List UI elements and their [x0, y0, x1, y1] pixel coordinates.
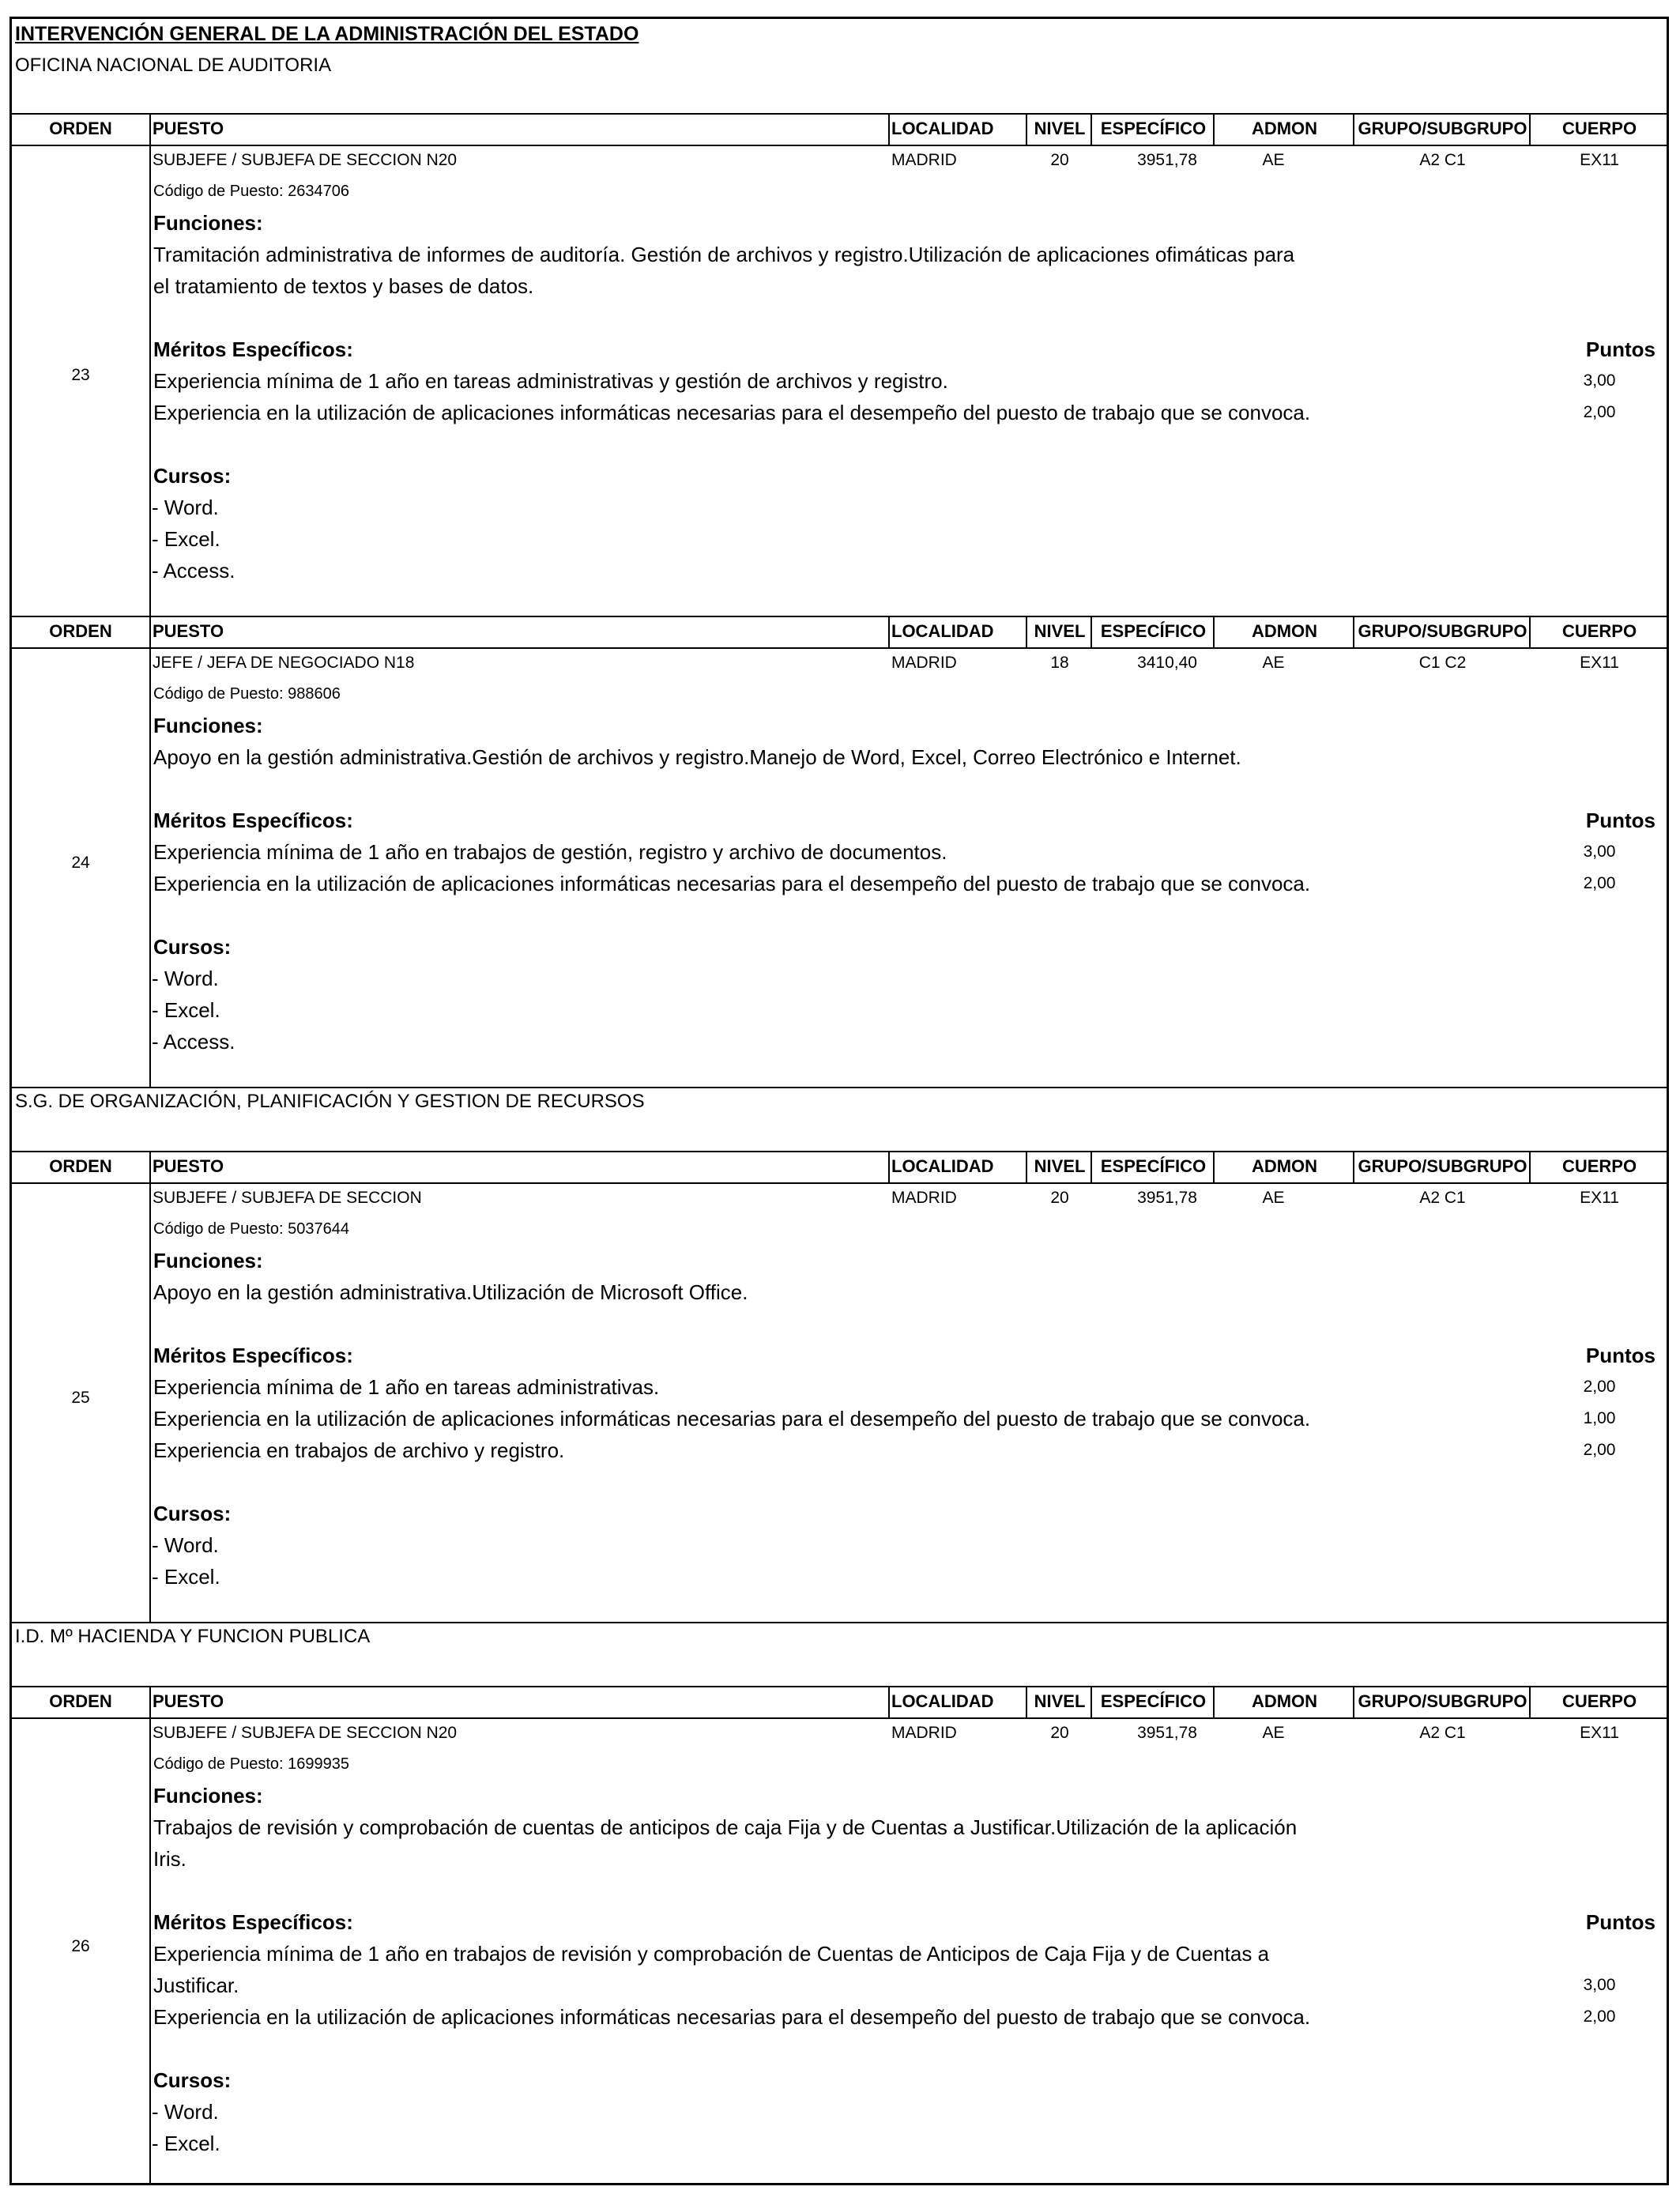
- column-header-especifico: ESPECÍFICO: [1100, 1156, 1207, 1176]
- divider: [1026, 113, 1027, 145]
- merito-puntos: 1,00: [1583, 1409, 1616, 1427]
- divider: [149, 616, 151, 1088]
- divider: [12, 1151, 1667, 1152]
- divider: [888, 1686, 890, 1717]
- column-header-orden: ORDEN: [49, 1691, 112, 1711]
- column-header-admon: ADMON: [1251, 1156, 1318, 1176]
- divider: [1529, 1686, 1531, 1717]
- position-block: [12, 616, 1667, 1088]
- cell-nivel: 18: [1050, 654, 1069, 672]
- cursos-label: Cursos:: [153, 935, 232, 959]
- cell-grupo: C1 C2: [1418, 654, 1467, 672]
- curso-item: - Word.: [152, 1533, 219, 1557]
- cell-especifico: 3951,78: [1137, 151, 1197, 169]
- department-title: INTERVENCIÓN GENERAL DE LA ADMINISTRACIÓN DEL ESTADO: [15, 23, 639, 45]
- curso-item: - Excel.: [152, 1565, 220, 1589]
- cell-grupo: A2 C1: [1419, 1189, 1466, 1207]
- funciones-text: Trabajos de revisión y comprobación de cuentas de anticipos de caja Fija y de Cuentas a Justificar.Utilización de la aplicación: [153, 1815, 1298, 1839]
- funciones-text: el tratamiento de textos y bases de datos.: [153, 274, 534, 298]
- column-header-puesto: PUESTO: [153, 1691, 224, 1711]
- orden-number: 25: [71, 1389, 90, 1407]
- curso-item: - Access.: [152, 559, 235, 582]
- merito-puntos: 2,00: [1583, 1378, 1616, 1396]
- cell-puesto: SUBJEFE / SUBJEFA DE SECCION N20: [153, 1724, 458, 1742]
- divider: [1529, 616, 1531, 647]
- divider: [1213, 1686, 1215, 1717]
- merito-text: Experiencia en la utilización de aplicaciones informáticas necesarias para el desempeño del puesto de trabajo que se convoca.: [153, 401, 1311, 424]
- column-header-puesto: PUESTO: [153, 1156, 224, 1176]
- section-title: S.G. DE ORGANIZACIÓN, PLANIFICACIÓN Y GESTION DE RECURSOS: [15, 1091, 645, 1112]
- cursos-label: Cursos:: [153, 1502, 232, 1525]
- divider: [12, 113, 1667, 115]
- column-header-nivel: NIVEL: [1034, 1691, 1086, 1711]
- divider: [1090, 1686, 1092, 1717]
- cell-puesto: SUBJEFE / SUBJEFA DE SECCION: [153, 1189, 422, 1207]
- column-header-puesto: PUESTO: [153, 621, 224, 641]
- column-header-localidad: LOCALIDAD: [891, 119, 994, 138]
- orden-number: 24: [71, 854, 90, 872]
- position-block: [12, 1151, 1667, 1623]
- meritos-label: Méritos Específicos:: [153, 809, 353, 832]
- funciones-text: Iris.: [153, 1847, 186, 1871]
- cell-especifico: 3951,78: [1137, 1189, 1197, 1207]
- cell-localidad: MADRID: [891, 654, 957, 672]
- merito-puntos: 3,00: [1583, 1976, 1616, 1994]
- cell-localidad: MADRID: [891, 1724, 957, 1742]
- cell-admon: AE: [1262, 1189, 1285, 1207]
- section-title: OFICINA NACIONAL DE AUDITORIA: [15, 55, 332, 76]
- merito-text: Experiencia mínima de 1 año en trabajos de revisión y comprobación de Cuentas de Anticipos de Caja Fija y de Cuentas a: [153, 1942, 1270, 1966]
- puntos-label: Puntos: [1585, 809, 1656, 832]
- cell-cuerpo: EX11: [1580, 151, 1619, 169]
- divider: [12, 647, 1667, 649]
- orden-number: 26: [71, 1937, 90, 1955]
- divider: [12, 1717, 1667, 1719]
- puntos-label: Puntos: [1585, 1344, 1656, 1367]
- divider: [149, 1151, 151, 1623]
- cell-admon: AE: [1262, 1724, 1285, 1742]
- divider: [12, 145, 1667, 146]
- orden-number: 23: [71, 366, 90, 384]
- divider: [1529, 1151, 1531, 1182]
- column-header-grupo: GRUPO/SUBGRUPO: [1358, 1156, 1527, 1176]
- divider: [1529, 113, 1531, 145]
- divider: [12, 1686, 1667, 1687]
- cell-localidad: MADRID: [891, 151, 957, 169]
- column-header-especifico: ESPECÍFICO: [1100, 1691, 1207, 1711]
- funciones-text: Apoyo en la gestión administrativa.Utilización de Microsoft Office.: [153, 1280, 748, 1304]
- column-header-admon: ADMON: [1251, 1691, 1318, 1711]
- position-code: Código de Puesto: 1699935: [153, 1755, 349, 1773]
- merito-puntos: 2,00: [1583, 1441, 1616, 1459]
- meritos-label: Méritos Específicos:: [153, 337, 353, 361]
- cursos-label: Cursos:: [153, 2068, 232, 2092]
- merito-text: Experiencia mínima de 1 año en tareas administrativas y gestión de archivos y registro.: [153, 369, 948, 393]
- merito-text: Justificar.: [153, 1973, 239, 1997]
- column-header-nivel: NIVEL: [1034, 119, 1086, 138]
- column-header-especifico: ESPECÍFICO: [1100, 119, 1207, 138]
- column-header-admon: ADMON: [1251, 119, 1318, 138]
- column-header-cuerpo: CUERPO: [1561, 1691, 1637, 1711]
- meritos-label: Méritos Específicos:: [153, 1344, 353, 1367]
- divider: [1353, 1151, 1354, 1182]
- divider: [1213, 1151, 1215, 1182]
- divider: [149, 1686, 151, 2185]
- column-header-grupo: GRUPO/SUBGRUPO: [1358, 1691, 1527, 1711]
- merito-text: Experiencia en la utilización de aplicaciones informáticas necesarias para el desempeño del puesto de trabajo que se convoca.: [153, 1407, 1311, 1431]
- cell-nivel: 20: [1050, 1189, 1069, 1207]
- curso-item: - Word.: [152, 496, 219, 519]
- cell-puesto: SUBJEFE / SUBJEFA DE SECCION N20: [153, 151, 458, 169]
- column-header-grupo: GRUPO/SUBGRUPO: [1358, 119, 1527, 138]
- column-header-orden: ORDEN: [49, 621, 112, 641]
- cell-especifico: 3951,78: [1137, 1724, 1197, 1742]
- column-header-orden: ORDEN: [49, 1156, 112, 1176]
- divider: [1213, 113, 1215, 145]
- funciones-label: Funciones:: [153, 211, 263, 235]
- funciones-label: Funciones:: [153, 714, 263, 737]
- divider: [1090, 616, 1092, 647]
- cell-puesto: JEFE / JEFA DE NEGOCIADO N18: [153, 654, 415, 672]
- curso-item: - Excel.: [152, 2132, 220, 2155]
- column-header-cuerpo: CUERPO: [1561, 119, 1637, 138]
- cell-localidad: MADRID: [891, 1189, 957, 1207]
- column-header-grupo: GRUPO/SUBGRUPO: [1358, 621, 1527, 641]
- position-block: [12, 113, 1667, 616]
- column-header-nivel: NIVEL: [1034, 1156, 1086, 1176]
- section-title: I.D. Mº HACIENDA Y FUNCION PUBLICA: [15, 1626, 371, 1647]
- column-header-orden: ORDEN: [49, 119, 112, 138]
- cell-admon: AE: [1262, 654, 1285, 672]
- column-header-localidad: LOCALIDAD: [891, 621, 994, 641]
- document-page: [9, 17, 1669, 2185]
- cell-nivel: 20: [1050, 151, 1069, 169]
- column-header-cuerpo: CUERPO: [1561, 621, 1637, 641]
- funciones-label: Funciones:: [153, 1784, 263, 1808]
- cell-grupo: A2 C1: [1419, 1724, 1466, 1742]
- meritos-label: Méritos Específicos:: [153, 1910, 353, 1934]
- divider: [1090, 1151, 1092, 1182]
- divider: [12, 1622, 1667, 1623]
- merito-puntos: 2,00: [1583, 403, 1616, 421]
- column-header-localidad: LOCALIDAD: [891, 1691, 994, 1711]
- column-header-especifico: ESPECÍFICO: [1100, 621, 1207, 641]
- position-block: [12, 1686, 1667, 2185]
- cell-admon: AE: [1262, 151, 1285, 169]
- divider: [1353, 113, 1354, 145]
- curso-item: - Excel.: [152, 527, 220, 551]
- cell-especifico: 3410,40: [1137, 654, 1197, 672]
- merito-text: Experiencia mínima de 1 año en trabajos de gestión, registro y archivo de documentos.: [153, 840, 947, 864]
- merito-text: Experiencia mínima de 1 año en tareas administrativas.: [153, 1375, 660, 1399]
- divider: [1090, 113, 1092, 145]
- merito-puntos: 3,00: [1583, 371, 1616, 390]
- merito-text: Experiencia en la utilización de aplicaciones informáticas necesarias para el desempeño del puesto de trabajo que se convoca.: [153, 2005, 1311, 2029]
- merito-text: Experiencia en trabajos de archivo y registro.: [153, 1438, 565, 1462]
- column-header-localidad: LOCALIDAD: [891, 1156, 994, 1176]
- funciones-text: Apoyo en la gestión administrativa.Gestión de archivos y registro.Manejo de Word, Excel, Correo Electrónico e Internet.: [153, 745, 1241, 769]
- merito-puntos: 3,00: [1583, 843, 1616, 861]
- puntos-label: Puntos: [1585, 1910, 1656, 1934]
- cell-cuerpo: EX11: [1580, 1189, 1619, 1207]
- cell-cuerpo: EX11: [1580, 1724, 1619, 1742]
- merito-puntos: 2,00: [1583, 874, 1616, 892]
- position-code: Código de Puesto: 988606: [153, 685, 341, 703]
- curso-item: - Excel.: [152, 998, 220, 1022]
- cell-nivel: 20: [1050, 1724, 1069, 1742]
- divider: [1353, 616, 1354, 647]
- divider: [1026, 1686, 1027, 1717]
- divider: [888, 616, 890, 647]
- divider: [12, 1182, 1667, 1184]
- divider: [1026, 1151, 1027, 1182]
- puntos-label: Puntos: [1585, 337, 1656, 361]
- curso-item: - Access.: [152, 1030, 235, 1054]
- merito-puntos: 2,00: [1583, 2007, 1616, 2026]
- funciones-label: Funciones:: [153, 1249, 263, 1272]
- cell-grupo: A2 C1: [1419, 151, 1466, 169]
- cursos-label: Cursos:: [153, 464, 232, 488]
- position-code: Código de Puesto: 2634706: [153, 183, 349, 200]
- merito-text: Experiencia en la utilización de aplicaciones informáticas necesarias para el desempeño del puesto de trabajo que se convoca.: [153, 872, 1311, 895]
- divider: [12, 1087, 1667, 1088]
- cell-cuerpo: EX11: [1580, 654, 1619, 672]
- column-header-admon: ADMON: [1251, 621, 1318, 641]
- divider: [888, 1151, 890, 1182]
- column-header-nivel: NIVEL: [1034, 621, 1086, 641]
- divider: [1026, 616, 1027, 647]
- curso-item: - Word.: [152, 2100, 219, 2124]
- column-header-puesto: PUESTO: [153, 119, 224, 138]
- curso-item: - Word.: [152, 967, 219, 990]
- divider: [149, 113, 151, 616]
- divider: [12, 616, 1667, 617]
- column-header-cuerpo: CUERPO: [1561, 1156, 1637, 1176]
- divider: [1353, 1686, 1354, 1717]
- funciones-text: Tramitación administrativa de informes de auditoría. Gestión de archivos y registro.Utilización de aplicaciones ofimáticas para: [153, 243, 1295, 266]
- position-code: Código de Puesto: 5037644: [153, 1220, 349, 1238]
- divider: [888, 113, 890, 145]
- divider: [1213, 616, 1215, 647]
